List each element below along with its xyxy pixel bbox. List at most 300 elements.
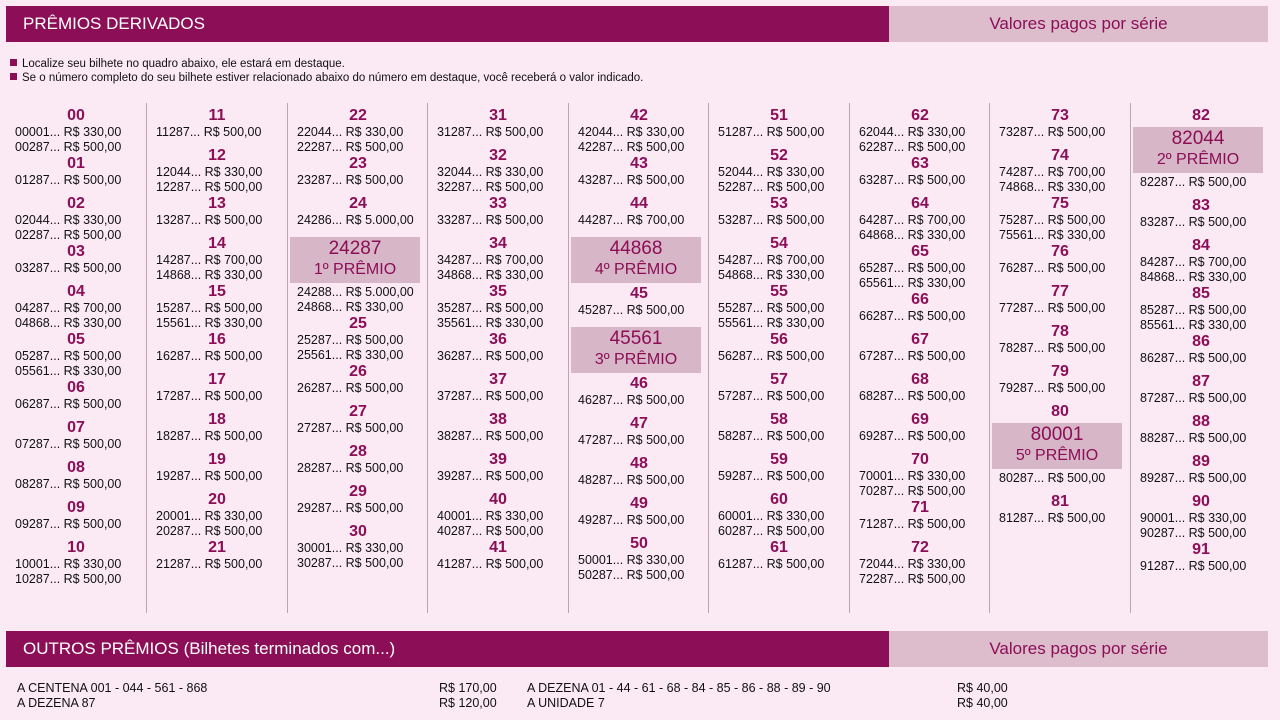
prize-group	[569, 415, 709, 448]
other-prize-label: A UNIDADE 7	[527, 696, 605, 710]
values-per-series-label: Valores pagos por série	[889, 6, 1268, 42]
ending-number: 88	[1192, 413, 1210, 430]
prize-group	[1131, 413, 1271, 446]
ticket-value-line: 67287... R$ 500,00	[859, 349, 966, 363]
other-prize-value: R$ 40,00	[957, 696, 1008, 710]
ticket-value-line: 24286... R$ 5.000,00	[297, 213, 414, 227]
prize-group	[288, 155, 428, 188]
ticket-value-line: 15287... R$ 500,00	[156, 301, 263, 315]
prize-rank: 5º PRÊMIO	[1015, 447, 1099, 464]
prize-group	[850, 411, 990, 444]
prize-group	[6, 419, 146, 452]
ticket-value-line: 34868... R$ 330,00	[437, 268, 544, 282]
prize-group	[569, 285, 709, 318]
prize-group	[6, 243, 146, 276]
ticket-value-line: 41287... R$ 500,00	[437, 557, 544, 571]
ticket-value-line: 59287... R$ 500,00	[718, 469, 825, 483]
ticket-value-line: 17287... R$ 500,00	[156, 389, 263, 403]
ending-number: 62	[911, 107, 929, 124]
prize-group	[990, 471, 1130, 486]
ticket-value-line: 22044... R$ 330,00	[297, 125, 404, 139]
ticket-value-line: 50287... R$ 500,00	[578, 568, 685, 582]
prize-group	[990, 493, 1130, 526]
prize-group	[288, 315, 428, 363]
prize-group	[850, 451, 990, 499]
prize-group	[288, 285, 428, 315]
ending-number: 21	[208, 539, 226, 556]
highlighted-number: 44868	[609, 238, 663, 259]
ticket-value-line: 84287... R$ 700,00	[1140, 255, 1247, 269]
prize-group	[288, 363, 428, 396]
ending-number: 05	[67, 331, 85, 348]
ticket-value-line: 52044... R$ 330,00	[718, 165, 825, 179]
prize-column	[989, 103, 1130, 613]
prize-group	[850, 195, 990, 243]
prize-column	[708, 103, 849, 613]
prize-group	[850, 243, 990, 291]
ticket-value-line: 27287... R$ 500,00	[297, 421, 404, 435]
ending-number: 55	[770, 283, 788, 300]
ticket-value-line: 14868... R$ 330,00	[156, 268, 263, 282]
ending-number: 51	[770, 107, 788, 124]
ending-number: 26	[349, 363, 367, 380]
prize-group	[6, 499, 146, 532]
ticket-value-line: 85561... R$ 330,00	[1140, 318, 1247, 332]
ending-number: 53	[770, 195, 788, 212]
prize-group	[709, 539, 849, 572]
ticket-value-line: 81287... R$ 500,00	[999, 511, 1106, 525]
other-prizes-left-labels	[17, 681, 207, 711]
prize-group	[709, 331, 849, 364]
ending-number: 15	[208, 283, 226, 300]
highlighted-number: 80001	[1030, 424, 1084, 445]
ticket-value-line: 32287... R$ 500,00	[437, 180, 544, 194]
ticket-value-line: 00001... R$ 330,00	[15, 125, 122, 139]
prize-group	[1131, 285, 1271, 333]
ticket-value-line: 70001... R$ 330,00	[859, 469, 966, 483]
ticket-value-line: 20001... R$ 330,00	[156, 509, 263, 523]
prize-group	[569, 195, 709, 228]
ticket-value-line: 16287... R$ 500,00	[156, 349, 263, 363]
ticket-value-line: 23287... R$ 500,00	[297, 173, 404, 187]
ending-number: 32	[489, 147, 507, 164]
ticket-value-line: 74287... R$ 700,00	[999, 165, 1106, 179]
prize-group	[1131, 373, 1271, 406]
prize-group	[147, 371, 287, 404]
ending-number: 14	[208, 235, 226, 252]
ending-number: 39	[489, 451, 507, 468]
ticket-value-line: 38287... R$ 500,00	[437, 429, 544, 443]
ticket-value-line: 89287... R$ 500,00	[1140, 471, 1247, 485]
ticket-value-line: 75287... R$ 500,00	[999, 213, 1106, 227]
prize-group	[288, 403, 428, 436]
prize-group	[850, 107, 990, 155]
ticket-value-line: 63287... R$ 500,00	[859, 173, 966, 187]
prize-group	[147, 331, 287, 364]
prize-group	[1131, 237, 1271, 285]
prize-group	[428, 331, 568, 364]
prize-group	[990, 403, 1130, 421]
ticket-value-line: 01287... R$ 500,00	[15, 173, 122, 187]
ticket-value-line: 77287... R$ 500,00	[999, 301, 1106, 315]
ticket-value-line: 29287... R$ 500,00	[297, 501, 404, 515]
ticket-value-line: 05561... R$ 330,00	[15, 364, 122, 378]
prize-group	[709, 371, 849, 404]
prize-group	[428, 451, 568, 484]
prize-column	[849, 103, 990, 613]
ticket-value-line: 26287... R$ 500,00	[297, 381, 404, 395]
ending-number: 42	[630, 107, 648, 124]
ticket-value-line: 72044... R$ 330,00	[859, 557, 966, 571]
prize-group	[288, 523, 428, 571]
other-prizes-right-labels	[527, 681, 831, 711]
prize-group	[428, 491, 568, 539]
ticket-value-line: 32044... R$ 330,00	[437, 165, 544, 179]
prize-group	[428, 147, 568, 195]
ending-number: 74	[1051, 147, 1069, 164]
ticket-value-line: 42287... R$ 500,00	[578, 140, 685, 154]
other-prizes-header	[6, 631, 1268, 667]
ticket-value-line: 50001... R$ 330,00	[578, 553, 685, 567]
prize-group	[569, 155, 709, 188]
ending-number: 47	[630, 415, 648, 432]
ending-number: 08	[67, 459, 85, 476]
ticket-value-line: 55287... R$ 500,00	[718, 301, 825, 315]
ticket-value-line: 78287... R$ 500,00	[999, 341, 1106, 355]
prize-group	[990, 323, 1130, 356]
prize-group	[569, 535, 709, 583]
other-prize-value: R$ 170,00	[439, 681, 497, 695]
highlighted-prize	[1133, 127, 1263, 173]
ending-number: 77	[1051, 283, 1069, 300]
ending-number: 01	[67, 155, 85, 172]
prize-group	[709, 411, 849, 444]
ending-number: 65	[911, 243, 929, 260]
ticket-value-line: 04868... R$ 330,00	[15, 316, 122, 330]
ticket-value-line: 76287... R$ 500,00	[999, 261, 1106, 275]
ticket-value-line: 62044... R$ 330,00	[859, 125, 966, 139]
ticket-value-line: 68287... R$ 500,00	[859, 389, 966, 403]
ticket-value-line: 34287... R$ 700,00	[437, 253, 544, 267]
ending-number: 35	[489, 283, 507, 300]
other-prize-label: A DEZENA 87	[17, 696, 96, 710]
other-prize-value: R$ 120,00	[439, 696, 497, 710]
ending-number: 67	[911, 331, 929, 348]
ending-number: 63	[911, 155, 929, 172]
ticket-value-line: 24288... R$ 5.000,00	[297, 285, 414, 299]
prize-group	[288, 195, 428, 228]
prize-group	[709, 107, 849, 140]
ending-number: 46	[630, 375, 648, 392]
ticket-value-line: 10001... R$ 330,00	[15, 557, 122, 571]
ending-number: 06	[67, 379, 85, 396]
prize-group	[1131, 541, 1271, 574]
prize-group	[428, 107, 568, 140]
ticket-value-line: 45287... R$ 500,00	[578, 303, 685, 317]
ticket-value-line: 60001... R$ 330,00	[718, 509, 825, 523]
prize-rank: 1º PRÊMIO	[313, 261, 397, 278]
ticket-value-line: 12287... R$ 500,00	[156, 180, 263, 194]
ending-number: 25	[349, 315, 367, 332]
prize-group	[709, 147, 849, 195]
prize-group	[709, 195, 849, 228]
ticket-value-line: 40001... R$ 330,00	[437, 509, 544, 523]
ticket-value-line: 61287... R$ 500,00	[718, 557, 825, 571]
ticket-value-line: 86287... R$ 500,00	[1140, 351, 1247, 365]
prize-group	[1131, 107, 1271, 125]
ticket-value-line: 66287... R$ 500,00	[859, 309, 966, 323]
ticket-value-line: 48287... R$ 500,00	[578, 473, 685, 487]
ticket-value-line: 46287... R$ 500,00	[578, 393, 685, 407]
highlighted-prize	[290, 237, 420, 283]
ticket-value-line: 75561... R$ 330,00	[999, 228, 1106, 242]
ticket-value-line: 87287... R$ 500,00	[1140, 391, 1247, 405]
prize-group	[1131, 175, 1271, 190]
ticket-value-line: 37287... R$ 500,00	[437, 389, 544, 403]
ending-number: 70	[911, 451, 929, 468]
prize-group	[6, 283, 146, 331]
ticket-value-line: 00287... R$ 500,00	[15, 140, 122, 154]
prize-group	[288, 483, 428, 516]
ending-number: 85	[1192, 285, 1210, 302]
ticket-value-line: 60287... R$ 500,00	[718, 524, 825, 538]
ticket-value-line: 12044... R$ 330,00	[156, 165, 263, 179]
prize-group	[709, 235, 849, 283]
ticket-value-line: 15561... R$ 330,00	[156, 316, 263, 330]
ticket-value-line: 33287... R$ 500,00	[437, 213, 544, 227]
ticket-value-line: 74868... R$ 330,00	[999, 180, 1106, 194]
prize-group	[288, 107, 428, 155]
prize-group	[147, 107, 287, 140]
ticket-value-line: 47287... R$ 500,00	[578, 433, 685, 447]
ticket-value-line: 65561... R$ 330,00	[859, 276, 966, 290]
ending-number: 86	[1192, 333, 1210, 350]
prize-group	[569, 375, 709, 408]
ticket-value-line: 80287... R$ 500,00	[999, 471, 1106, 485]
ending-number: 27	[349, 403, 367, 420]
ticket-value-line: 22287... R$ 500,00	[297, 140, 404, 154]
ending-number: 66	[911, 291, 929, 308]
ending-number: 90	[1192, 493, 1210, 510]
ending-number: 91	[1192, 541, 1210, 558]
ticket-value-line: 49287... R$ 500,00	[578, 513, 685, 527]
ticket-value-line: 54287... R$ 700,00	[718, 253, 825, 267]
ticket-value-line: 84868... R$ 330,00	[1140, 270, 1247, 284]
derived-prizes-header	[6, 6, 1268, 42]
ticket-value-line: 72287... R$ 500,00	[859, 572, 966, 586]
ending-number: 60	[770, 491, 788, 508]
prize-group	[147, 539, 287, 572]
ending-number: 41	[489, 539, 507, 556]
ticket-value-line: 18287... R$ 500,00	[156, 429, 263, 443]
prize-group	[569, 107, 709, 155]
prize-column	[568, 103, 709, 613]
prize-column	[427, 103, 568, 613]
prize-group	[6, 107, 146, 155]
ticket-value-line: 64287... R$ 700,00	[859, 213, 966, 227]
prize-group	[990, 107, 1130, 140]
ticket-value-line: 56287... R$ 500,00	[718, 349, 825, 363]
other-prize-value: R$ 40,00	[957, 681, 1008, 695]
ending-number: 29	[349, 483, 367, 500]
other-prizes-right-values	[957, 681, 1008, 711]
derived-prizes-title: PRÊMIOS DERIVADOS	[6, 6, 889, 42]
ending-number: 78	[1051, 323, 1069, 340]
prize-group	[1131, 453, 1271, 486]
ticket-value-line: 44287... R$ 700,00	[578, 213, 685, 227]
highlighted-prize	[571, 327, 701, 373]
ticket-value-line: 79287... R$ 500,00	[999, 381, 1106, 395]
prize-group	[850, 499, 990, 532]
ticket-value-line: 14287... R$ 700,00	[156, 253, 263, 267]
ending-number: 64	[911, 195, 929, 212]
ticket-value-line: 19287... R$ 500,00	[156, 469, 263, 483]
ending-number: 20	[208, 491, 226, 508]
ticket-value-line: 82287... R$ 500,00	[1140, 175, 1247, 189]
prize-group	[1131, 197, 1271, 230]
ticket-value-line: 39287... R$ 500,00	[437, 469, 544, 483]
ticket-value-line: 57287... R$ 500,00	[718, 389, 825, 403]
prize-group	[428, 539, 568, 572]
prize-column	[1130, 103, 1271, 613]
ending-number: 49	[630, 495, 648, 512]
prize-group	[990, 147, 1130, 195]
ticket-value-line: 30287... R$ 500,00	[297, 556, 404, 570]
ticket-value-line: 64868... R$ 330,00	[859, 228, 966, 242]
ending-number: 23	[349, 155, 367, 172]
ticket-value-line: 28287... R$ 500,00	[297, 461, 404, 475]
ticket-value-line: 69287... R$ 500,00	[859, 429, 966, 443]
ending-number: 69	[911, 411, 929, 428]
other-prize-label: A DEZENA 01 - 44 - 61 - 68 - 84 - 85 - 86 - 88 - 89 - 90	[527, 681, 831, 695]
ticket-value-line: 58287... R$ 500,00	[718, 429, 825, 443]
ending-number: 61	[770, 539, 788, 556]
ending-number: 13	[208, 195, 226, 212]
prize-group	[709, 451, 849, 484]
other-prizes-left-values	[439, 681, 497, 711]
prize-group	[709, 491, 849, 539]
bullet-square-icon	[10, 59, 17, 66]
ticket-value-line: 02044... R$ 330,00	[15, 213, 122, 227]
ticket-value-line: 31287... R$ 500,00	[437, 125, 544, 139]
prize-group	[147, 283, 287, 331]
ticket-value-line: 88287... R$ 500,00	[1140, 431, 1247, 445]
ticket-value-line: 20287... R$ 500,00	[156, 524, 263, 538]
prize-group	[6, 459, 146, 492]
prize-group	[147, 147, 287, 195]
prize-group	[147, 451, 287, 484]
ending-number: 84	[1192, 237, 1210, 254]
instructions	[10, 57, 643, 85]
ending-number: 52	[770, 147, 788, 164]
ending-number: 80	[1051, 403, 1069, 420]
instruction-line: Localize seu bilhete no quadro abaixo, ele estará em destaque.	[10, 57, 643, 71]
ticket-value-line: 83287... R$ 500,00	[1140, 215, 1247, 229]
ending-number: 07	[67, 419, 85, 436]
ending-number: 43	[630, 155, 648, 172]
ending-number: 82	[1192, 107, 1210, 124]
ending-number: 33	[489, 195, 507, 212]
ending-number: 40	[489, 491, 507, 508]
prize-group	[288, 443, 428, 476]
ending-number: 09	[67, 499, 85, 516]
prize-group	[147, 411, 287, 444]
ending-number: 45	[630, 285, 648, 302]
ending-number: 54	[770, 235, 788, 252]
ending-number: 36	[489, 331, 507, 348]
prize-group	[850, 331, 990, 364]
ticket-value-line: 30001... R$ 330,00	[297, 541, 404, 555]
ticket-value-line: 55561... R$ 330,00	[718, 316, 825, 330]
ticket-value-line: 11287... R$ 500,00	[156, 125, 262, 139]
prize-group	[569, 495, 709, 528]
ending-number: 48	[630, 455, 648, 472]
ending-number: 00	[67, 107, 85, 124]
ticket-value-line: 02287... R$ 500,00	[15, 228, 122, 242]
prize-group	[6, 155, 146, 188]
prize-group	[990, 363, 1130, 396]
ticket-value-line: 91287... R$ 500,00	[1140, 559, 1247, 573]
prize-column	[146, 103, 287, 613]
ticket-value-line: 35561... R$ 330,00	[437, 316, 544, 330]
ending-number: 24	[349, 195, 367, 212]
ending-number: 31	[489, 107, 507, 124]
ending-number: 50	[630, 535, 648, 552]
ending-number: 28	[349, 443, 367, 460]
ticket-value-line: 36287... R$ 500,00	[437, 349, 544, 363]
ending-number: 79	[1051, 363, 1069, 380]
ticket-value-line: 70287... R$ 500,00	[859, 484, 966, 498]
other-prizes-title: OUTROS PRÊMIOS (Bilhetes terminados com...)	[6, 631, 889, 667]
ending-number: 76	[1051, 243, 1069, 260]
prize-group	[709, 283, 849, 331]
prize-group	[428, 371, 568, 404]
ending-number: 30	[349, 523, 367, 540]
highlighted-number: 45561	[609, 328, 663, 349]
ticket-value-line: 25287... R$ 500,00	[297, 333, 404, 347]
prize-column	[287, 103, 428, 613]
ending-number: 71	[911, 499, 929, 516]
ticket-value-line: 73287... R$ 500,00	[999, 125, 1106, 139]
ticket-value-line: 07287... R$ 500,00	[15, 437, 122, 451]
ending-number: 68	[911, 371, 929, 388]
ending-number: 19	[208, 451, 226, 468]
ending-number: 56	[770, 331, 788, 348]
prize-group	[147, 235, 287, 283]
prize-group	[850, 539, 990, 587]
prize-rank: 2º PRÊMIO	[1156, 151, 1240, 168]
bullet-square-icon	[10, 73, 17, 80]
ticket-value-line: 90001... R$ 330,00	[1140, 511, 1247, 525]
ending-number: 75	[1051, 195, 1069, 212]
prize-group	[147, 195, 287, 228]
ending-number: 72	[911, 539, 929, 556]
ticket-value-line: 25561... R$ 330,00	[297, 348, 404, 362]
prize-group	[6, 539, 146, 587]
prize-rank: 3º PRÊMIO	[594, 351, 678, 368]
ending-number: 38	[489, 411, 507, 428]
prize-group	[569, 455, 709, 488]
prize-group	[990, 243, 1130, 276]
ticket-value-line: 85287... R$ 500,00	[1140, 303, 1247, 317]
prize-group	[428, 235, 568, 283]
ticket-value-line: 08287... R$ 500,00	[15, 477, 122, 491]
ticket-value-line: 21287... R$ 500,00	[156, 557, 263, 571]
ending-number: 59	[770, 451, 788, 468]
ending-number: 11	[208, 107, 226, 124]
prize-group	[6, 379, 146, 412]
prize-group	[1131, 333, 1271, 366]
